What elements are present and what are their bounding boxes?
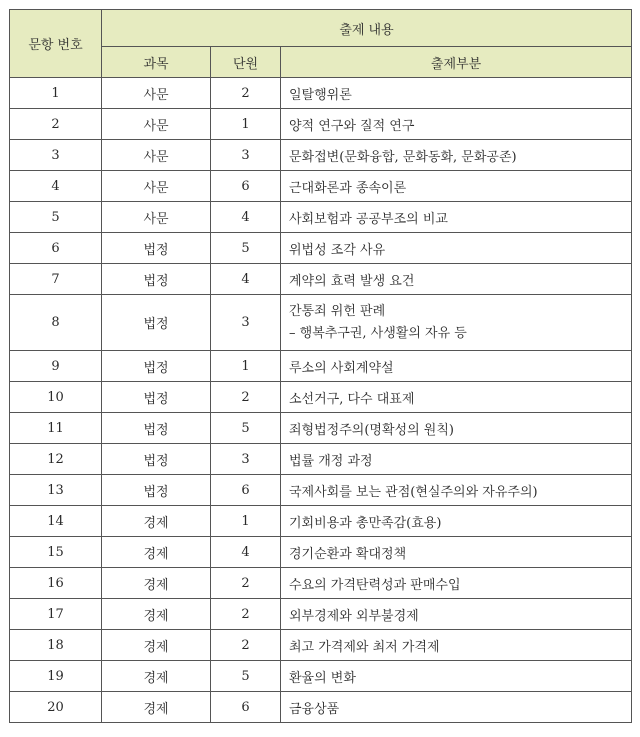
table-row [10,475,632,506]
cell-subject: 경제 [102,506,211,537]
topic-line: 사회보험과 공공부조의 비교 [289,211,448,227]
table-row [10,351,632,382]
cell-topic [281,475,632,506]
cell-number: 2 [10,109,102,140]
cell-number: 7 [10,264,102,295]
header-row-1 [10,10,632,47]
cell-unit: 5 [211,413,281,444]
cell-unit: 3 [211,444,281,475]
cell-subject: 경제 [102,661,211,692]
topic-line: 국제사회를 보는 관점(현실주의와 자유주의) [289,484,538,500]
cell-number: 4 [10,171,102,202]
cell-unit: 2 [211,630,281,661]
cell-unit: 6 [211,475,281,506]
table-row [10,506,632,537]
cell-topic [281,413,632,444]
topic-line: 금융상품 [289,701,340,717]
table-row [10,202,632,233]
table-row [10,78,632,109]
cell-number: 5 [10,202,102,233]
table-row [10,233,632,264]
topic-line: 소선거구, 다수 대표제 [289,391,415,407]
cell-subject: 법정 [102,295,211,351]
cell-topic [281,568,632,599]
table-row [10,692,632,723]
cell-number: 16 [10,568,102,599]
table-row [10,661,632,692]
cell-unit: 4 [211,537,281,568]
table-row [10,295,632,351]
cell-topic [281,264,632,295]
header-content-group: 출제 내용 [102,10,632,47]
cell-topic [281,351,632,382]
cell-number: 9 [10,351,102,382]
cell-number: 1 [10,78,102,109]
header-question-number: 문항 번호 [10,10,102,78]
cell-topic [281,661,632,692]
cell-subject: 법정 [102,413,211,444]
cell-number: 12 [10,444,102,475]
cell-topic [281,599,632,630]
topic-line: 문화접변(문화융합, 문화동화, 문화공존) [289,149,517,165]
cell-unit: 6 [211,692,281,723]
cell-topic [281,630,632,661]
header-subject: 과목 [102,47,211,78]
cell-topic [281,295,632,351]
cell-subject: 법정 [102,264,211,295]
cell-unit: 2 [211,78,281,109]
topic-line: 위법성 조각 사유 [289,242,386,258]
table-row [10,140,632,171]
cell-unit: 6 [211,171,281,202]
topic-line: 수요의 가격탄력성과 판매수입 [289,577,461,593]
cell-number: 11 [10,413,102,444]
cell-subject: 사문 [102,171,211,202]
table-row [10,537,632,568]
cell-subject: 법정 [102,351,211,382]
cell-subject: 경제 [102,568,211,599]
topic-line: 루소의 사회계약설 [289,360,394,376]
cell-number: 19 [10,661,102,692]
cell-topic [281,537,632,568]
table-row [10,171,632,202]
cell-topic [281,171,632,202]
cell-unit: 2 [211,599,281,630]
topic-line: 기회비용과 총만족감(효용) [289,515,442,531]
topic-line: 근대화론과 종속이론 [289,180,407,196]
cell-unit: 4 [211,264,281,295]
cell-number: 18 [10,630,102,661]
cell-topic [281,109,632,140]
cell-topic [281,78,632,109]
cell-topic [281,444,632,475]
table-body [10,78,632,723]
topic-line: 죄형법정주의(명확성의 원칙) [289,422,454,438]
table-row [10,568,632,599]
topic-line: – 행복추구권, 사생활의 자유 등 [289,325,467,341]
cell-unit: 5 [211,661,281,692]
table-row [10,444,632,475]
topic-line: 외부경제와 외부불경제 [289,608,419,624]
cell-topic [281,202,632,233]
cell-number: 3 [10,140,102,171]
cell-unit: 5 [211,233,281,264]
cell-subject: 사문 [102,78,211,109]
cell-subject: 법정 [102,475,211,506]
table-row [10,264,632,295]
topic-line: 환율의 변화 [289,670,356,686]
cell-topic [281,506,632,537]
cell-number: 8 [10,295,102,351]
cell-unit: 3 [211,140,281,171]
cell-subject: 경제 [102,630,211,661]
topic-line: 일탈행위론 [289,87,352,103]
cell-subject: 경제 [102,537,211,568]
cell-number: 17 [10,599,102,630]
cell-subject: 법정 [102,382,211,413]
topic-line: 법률 개정 과정 [289,453,373,469]
header-unit: 단원 [211,47,281,78]
cell-subject: 법정 [102,233,211,264]
cell-topic [281,140,632,171]
table-row [10,599,632,630]
cell-unit: 1 [211,351,281,382]
cell-unit: 4 [211,202,281,233]
topic-line: 간통죄 위헌 판례 [289,303,386,319]
topic-line: 경기순환과 확대정책 [289,546,407,562]
cell-unit: 2 [211,382,281,413]
table-row [10,109,632,140]
header-row-2 [10,47,632,78]
cell-topic [281,382,632,413]
cell-unit: 1 [211,109,281,140]
cell-unit: 3 [211,295,281,351]
cell-topic [281,233,632,264]
cell-subject: 사문 [102,109,211,140]
table-row [10,413,632,444]
header-topic: 출제부분 [281,47,632,78]
cell-number: 15 [10,537,102,568]
cell-subject: 사문 [102,140,211,171]
cell-number: 13 [10,475,102,506]
cell-unit: 1 [211,506,281,537]
table-row [10,630,632,661]
cell-number: 6 [10,233,102,264]
table-row [10,382,632,413]
cell-subject: 경제 [102,599,211,630]
cell-number: 10 [10,382,102,413]
cell-topic [281,692,632,723]
cell-subject: 경제 [102,692,211,723]
cell-subject: 사문 [102,202,211,233]
topic-line: 양적 연구와 질적 연구 [289,118,415,134]
cell-number: 20 [10,692,102,723]
cell-number: 14 [10,506,102,537]
topic-line: 최고 가격제와 최저 가격제 [289,639,440,655]
topic-line: 계약의 효력 발생 요건 [289,273,415,289]
exam-topics-table [9,9,632,723]
cell-subject: 법정 [102,444,211,475]
cell-unit: 2 [211,568,281,599]
